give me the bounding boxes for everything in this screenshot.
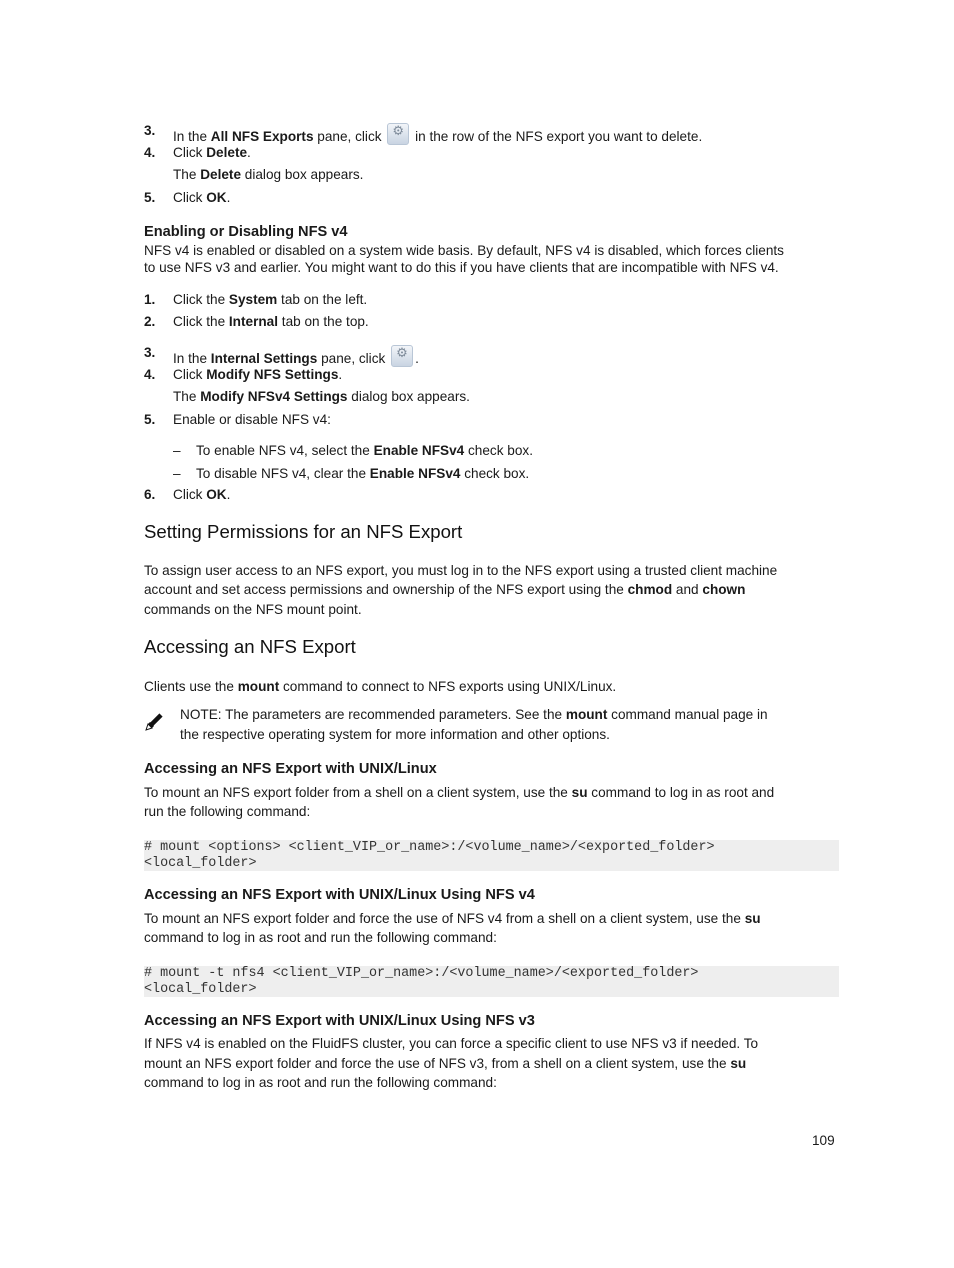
gear-icon xyxy=(391,345,413,367)
paragraph-line: To mount an NFS export folder from a shell on a client system, use the su command to log in as root and xyxy=(144,785,775,800)
step-text: Click the Internal tab on the top. xyxy=(173,314,369,329)
step-text: In the All NFS Exports pane, click ⚙ in the row of the NFS export you want to delete. xyxy=(173,123,702,145)
dash-bullet: – xyxy=(173,466,181,481)
subheading-unix-linux: Accessing an NFS Export with UNIX/Linux xyxy=(144,761,437,777)
paragraph-line: command to log in as root and run the following command: xyxy=(144,1075,497,1090)
step-text: Enable or disable NFS v4: xyxy=(173,412,331,427)
step-number: 5. xyxy=(144,412,156,427)
step-number: 4. xyxy=(144,145,156,160)
step-text: Click the System tab on the left. xyxy=(173,292,368,307)
code-line: # mount <options> <client_VIP_or_name>:/<volume_name>/<exported_folder> xyxy=(144,840,715,855)
step-number: 3. xyxy=(144,123,156,138)
code-line: <local_folder> xyxy=(144,981,257,997)
note-text: the respective operating system for more information and other options. xyxy=(180,727,610,742)
paragraph-line: If NFS v4 is enabled on the FluidFS cluster, you can force a specific client to use NFS v3 if needed. To xyxy=(144,1036,759,1051)
code-line: <local_folder> xyxy=(144,855,257,871)
step-note: The Modify NFSv4 Settings dialog box appears. xyxy=(173,389,470,404)
paragraph-line: run the following command: xyxy=(144,804,311,819)
step-note: The Delete dialog box appears. xyxy=(173,167,364,182)
step-text: Click OK. xyxy=(173,190,231,205)
step-text: Click Delete. xyxy=(173,145,251,160)
step-number: 3. xyxy=(144,345,156,360)
sub-step-text: To disable NFS v4, clear the Enable NFSv4 check box. xyxy=(196,466,530,481)
step-number: 2. xyxy=(144,314,156,329)
paragraph-line: account and set access permissions and ownership of the NFS export using the chmod and chown xyxy=(144,582,746,597)
step-number: 5. xyxy=(144,190,156,205)
paragraph-line: To mount an NFS export folder and force the use of NFS v4 from a shell on a client system, use the su xyxy=(144,911,761,926)
sub-step-text: To enable NFS v4, select the Enable NFSv4 check box. xyxy=(196,443,533,458)
code-block xyxy=(144,966,839,997)
page-number: 109 xyxy=(812,1133,835,1148)
paragraph-line: command to log in as root and run the following command: xyxy=(144,930,497,945)
paragraph-line: commands on the NFS mount point. xyxy=(144,602,362,617)
paragraph-line: Clients use the mount command to connect to NFS exports using UNIX/Linux. xyxy=(144,679,617,694)
section-heading-permissions: Setting Permissions for an NFS Export xyxy=(144,521,463,542)
code-line: # mount -t nfs4 <client_VIP_or_name>:/<volume_name>/<exported_folder> xyxy=(144,966,699,981)
dash-bullet: – xyxy=(173,443,181,458)
step-number: 1. xyxy=(144,292,156,307)
step-text: Click OK. xyxy=(173,487,231,502)
paragraph-line: to use NFS v3 and earlier. You might want to do this if you have clients that are incompatible with NFS v4. xyxy=(144,260,779,275)
paragraph-line: mount an NFS export folder and force the use of NFS v3, from a shell on a client system, use the su xyxy=(144,1056,747,1071)
paragraph-line: To assign user access to an NFS export, you must log in to the NFS export using a trusted client machine xyxy=(144,563,778,578)
code-block xyxy=(144,840,839,871)
step-text: Click Modify NFS Settings. xyxy=(173,367,343,382)
subheading-nfs-v4: Enabling or Disabling NFS v4 xyxy=(144,224,348,240)
step-number: 6. xyxy=(144,487,156,502)
paragraph-line: NFS v4 is enabled or disabled on a system wide basis. By default, NFS v4 is disabled, which forces clients xyxy=(144,243,784,258)
step-number: 4. xyxy=(144,367,156,382)
section-heading-accessing: Accessing an NFS Export xyxy=(144,636,356,657)
note-pencil-icon xyxy=(144,710,166,732)
note-text: NOTE: The parameters are recommended parameters. See the mount command manual page in xyxy=(180,707,768,722)
subheading-unix-nfs-v3: Accessing an NFS Export with UNIX/Linux Using NFS v3 xyxy=(144,1013,535,1029)
subheading-unix-nfs-v4: Accessing an NFS Export with UNIX/Linux Using NFS v4 xyxy=(144,887,535,903)
step-text: In the Internal Settings pane, click ⚙. xyxy=(173,345,419,367)
gear-icon xyxy=(387,123,409,145)
